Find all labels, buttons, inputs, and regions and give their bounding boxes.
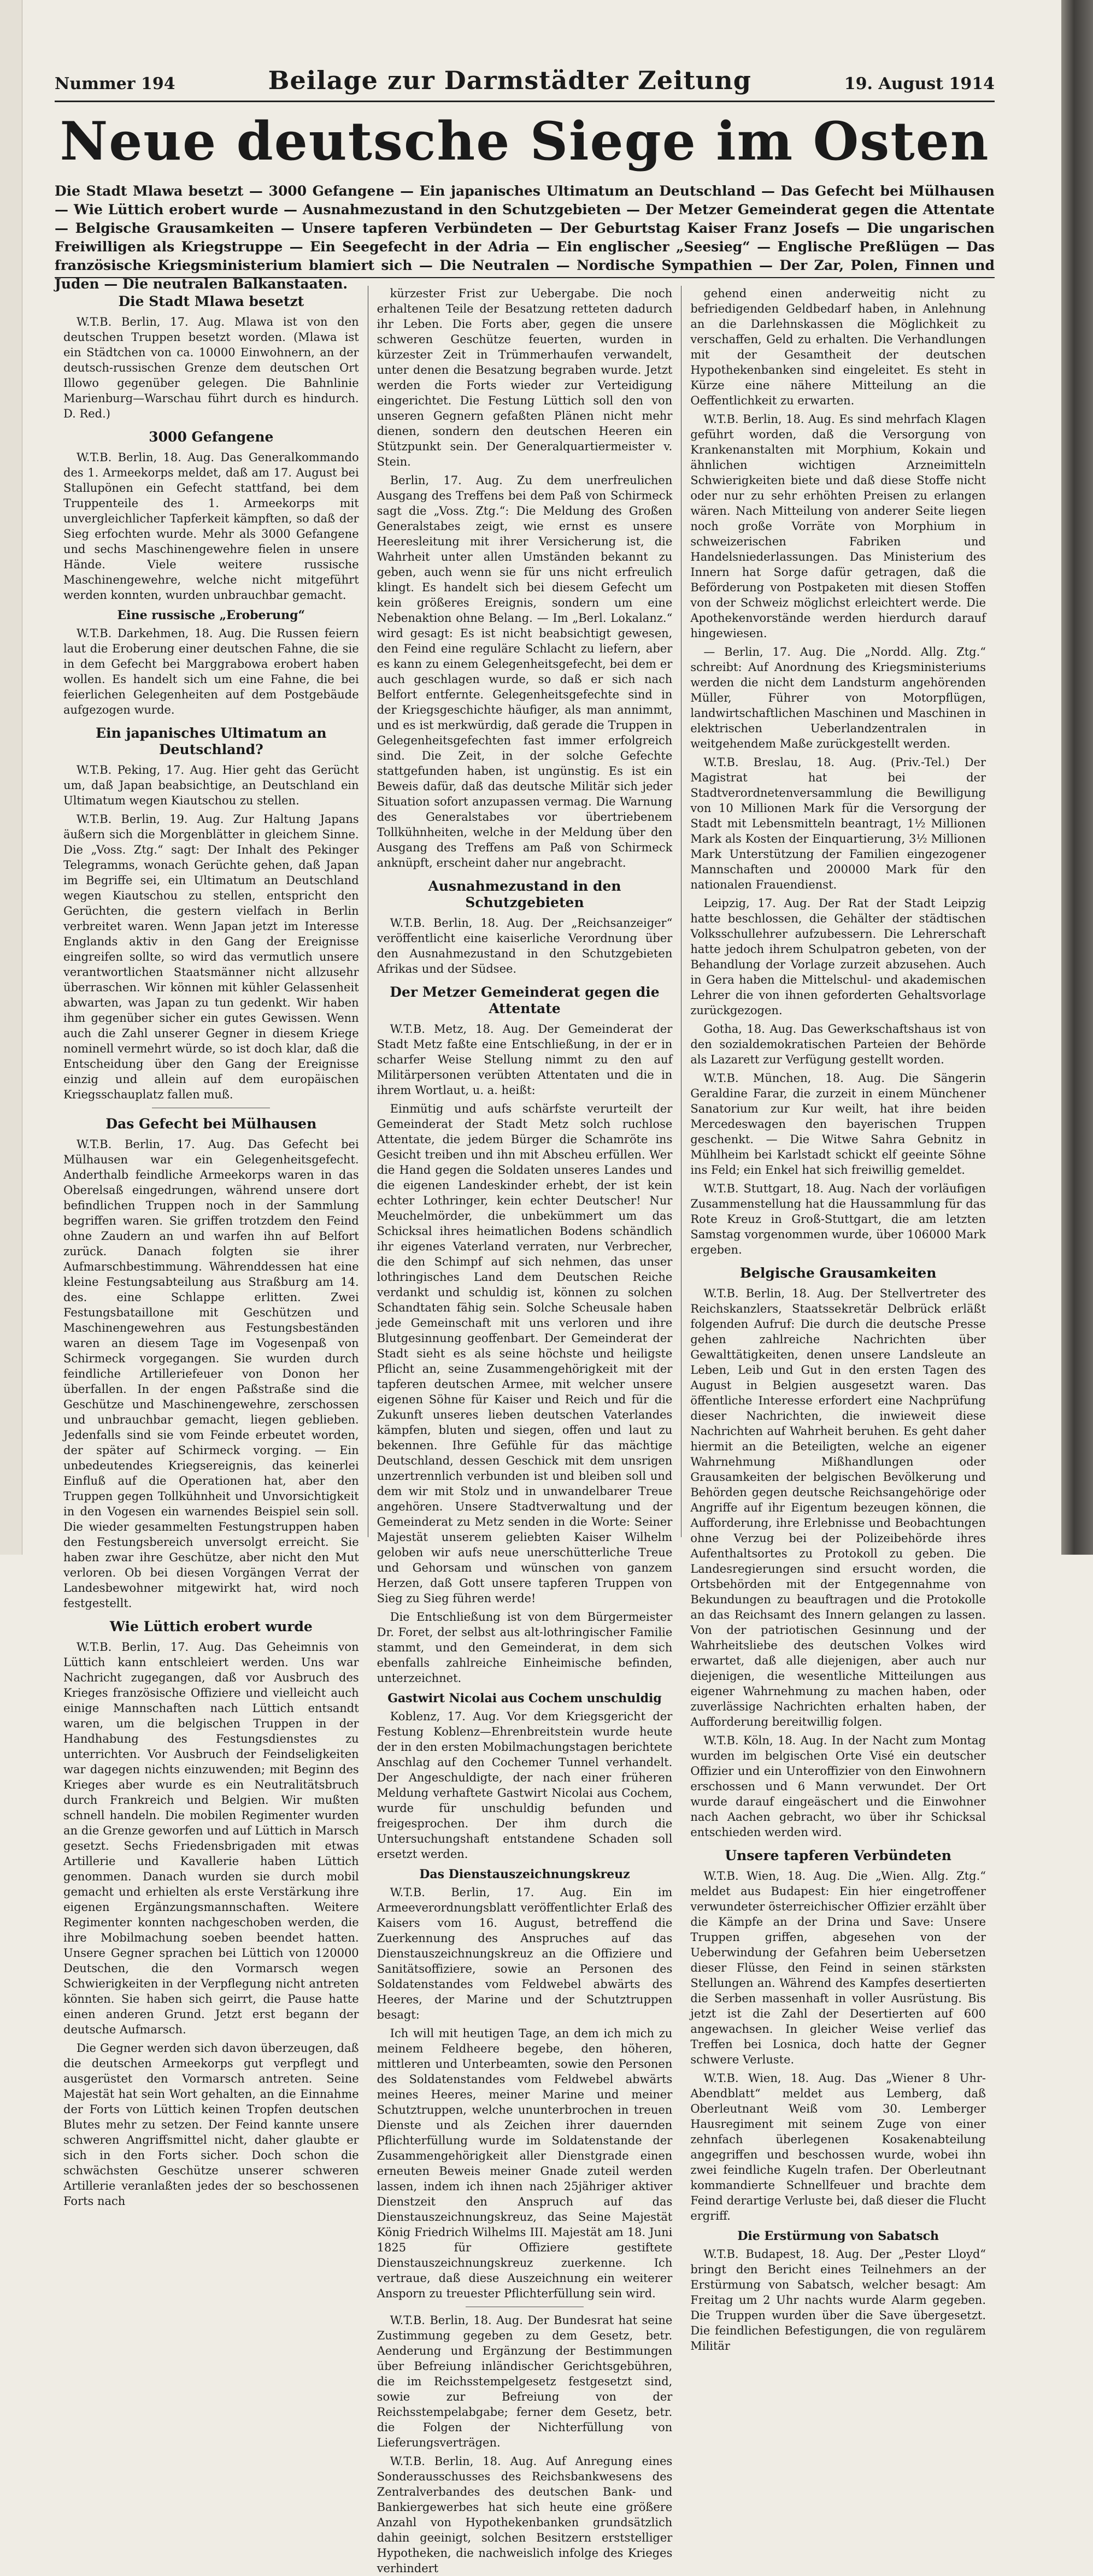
article-text: kürzester Frist zur Uebergabe. Die noch erhaltenen Teile der Besatzung retteten dadurch ihr Leben. Die Forts aber, gegen die unsere schweren Geschütze feuerten, wurden in kürzester Zeit in Trümmerhaufen verwandelt, unter denen die Besatzung begraben wurde. Jetzt werden die Forts wieder zur Verteidigung eingerichtet. Die Festung Lüttich soll den von unseren Gegnern gefaßten Plänen nicht mehr dienen, sondern den deutschen Heeren ein Stützpunkt sein. Der Generalquartiermeister v. Stein. [377, 287, 673, 468]
article-text: W.T.B. München, 18. Aug. Die Sängerin Geraldine Farar, die zurzeit in einem Münchener Sanatorium zur Kur weilt, hat ihre beiden Mercedeswagen den bayerischen Truppen geschenkt. — Die Witwe Sahra Gebnitz in Mühlheim bei Karlstadt schickt elf geeinte Söhne ins Feld; ein Enkel hat sich freiwillig gemeldet. [690, 1072, 986, 1177]
issue-number: Nummer 194 [55, 74, 175, 93]
summary: Die Stadt Mlawa besetzt — 3000 Gefangene — Ein japanisches Ultimatum an Deutschland — Das Gefecht bei Mülhausen — Wie Lüttich erobert wurde — Ausnahmezustand in den Schutzgebieten — Der Metzer Gemeinderat gegen die Attentate — Belgische Grausamkeiten — Unsere tapferen Verbündeten — Der Geburtstag Kaiser Franz Josefs — Die ungarischen Freiwilligen als Kriegstruppe — Ein Seegefecht in der Adria — Ein englischer „Seesieg“ — Englische Preßlügen — Das französische Kriegsministerium blamiert sich — Die Neutralen — Nordische Sympathien — Der Zar, Polen, Finnen und Juden — Die neutralen Balkanstaaten. [55, 183, 995, 292]
article-columns [55, 286, 995, 2575]
article-text: Einmütig und aufs schärfste verurteilt der Gemeinderat der Stadt Metz solch ruchlose Attentate, die jedem Bürger die Schamröte ins Gesicht treiben und ihn mit Abscheu erfüllen. Wer die Hand gegen die Soldaten unseres Landes und die eigenen Landeskinder erhebt, der ist kein echter Lothringer, kein echter Deutscher! Nur Meuchelmörder, die unbekümmert um das Schicksal ihres heimatlichen Bodens schändlich ihr eigenes Vaterland verraten, nur Verbrecher, die den Schimpf auf sich nehmen, das unser lothringisches Land dem Deutschen Reiche verdankt und schuldig ist, können zu solchen Schandtaten fähig sein. Solche Scheusale haben jede Gemeinschaft mit uns verloren und ihre Blutgesinnung geoffenbart. Der Gemeinderat der Stadt sieht es als seine höchste und heiligste Pflicht an, seine Zusammengehörigkeit mit der tapferen deutschen Armee, mit welcher unsere eigenen Söhne für Kaiser und Reich und für die Zukunft unseres lieben deutschen Vaterlandes kämpfen, bluten und siegen, offen und laut zu bekennen. Ihre Gefühle für das mächtige Deutschland, dessen Geschick mit dem unsrigen unzertrennlich verbunden ist und bleiben soll und dem wir mit Stolz und in unwandelbarer Treue angehören. Unsere Stadtverwaltung und der Gemeinderat zu Metz senden in die Worte: Seiner Majestät unserem geliebten Kaiser Wilhelm geloben wir aufs neue unerschütterliche Treue und Gehorsam und wünschen von ganzem Herzen, daß Gott unsere tapferen Truppen von Sieg zu Sieg führen werde! [377, 1102, 673, 1605]
column-1 [55, 286, 368, 2208]
article-text: W.T.B. Berlin, 18. Aug. Der „Reichsanzeiger“ veröffentlicht eine kaiserliche Verordnung über den Ausnahmezustand in den Schutzgebieten Afrikas und der Südsee. [377, 916, 673, 975]
article-text: Koblenz, 17. Aug. Vor dem Kriegsgericht der Festung Koblenz—Ehrenbreitstein wurde heute der in den ersten Mobilmachungstagen berichtete Anschlag auf den Cochemer Tunnel verhandelt. Der Angeschuldigte, der nach einer früheren Meldung verhaftete Gastwirt Nicolai aus Cochem, wurde für unschuldig befunden und freigesprochen. Der ihm durch die Untersuchungshaft entstandene Schaden soll ersetzt werden. [377, 1710, 673, 1861]
article-text: W.T.B. Berlin, 17. Aug. Das Geheimnis von Lüttich kann entschleiert werden. Uns war Nachricht zugegangen, daß vor Ausbruch des Krieges französische Offiziere und vielleicht auch einige Mannschaften nach Lüttich entsandt waren, um die belgischen Truppen in der Handhabung des Festungsdienstes zu unterrichten. Vor Ausbruch der Feindseligkeiten war dagegen nichts einzuwenden; mit Beginn des Krieges aber wurde es ein Neutralitätsbruch durch Frankreich und Belgien. Wir mußten schnell handeln. Die mobilen Regimenter wurden an die Grenze geworfen und auf Lüttich in Marsch gesetzt. Sechs Friedensbrigaden mit etwas Artillerie und Kavallerie haben Lüttich genommen. Danach wurden sie durch mobil gemacht und erhielten als erste Verstärkung ihre eigenen Ergänzungsmannschaften. Weitere Regimenter konnten nachgeschoben werden, die ihre Mobilmachung soeben beendet hatten. Unsere Gegner sprachen bei Lüttich von 120000 Deutschen, die den Vormarsch wegen Schwierigkeiten in der Verpflegung nicht antreten könnten. Sie haben sich geirrt, die Pause hatte einen anderen Grund. Jetzt erst begann der deutsche Aufmarsch. [63, 1640, 359, 2036]
article-text: — Berlin, 17. Aug. Die „Nordd. Allg. Ztg.“ schreibt: Auf Anordnung des Kriegsministeriums werden die nicht dem Landsturm angehörenden Müller, Führer von Motorpflügen, landwirtschaftlichen Maschinen und Maschinen in elektrischen Ueberlandzentralen in weitgehendem Maße zurückgestellt werden. [690, 645, 986, 750]
article-heading: Belgische Grausamkeiten [739, 1265, 937, 1281]
article-heading: Ausnahmezustand in den Schutzgebieten [428, 878, 621, 910]
article-heading: Ein japanisches Ultimatum an Deutschland? [96, 725, 327, 757]
article-text: Gotha, 18. Aug. Das Gewerkschaftshaus ist von den sozialdemokratischen Parteien der Behörde als Lazarett zur Verfügung gestellt worden. [690, 1022, 986, 1066]
article-heading: Wie Lüttich erobert wurde [109, 1619, 313, 1634]
article-heading: 3000 Gefangene [149, 429, 274, 445]
article-heading: Das Dienstauszeichnungskreuz [419, 1867, 630, 1881]
article-text: W.T.B. Wien, 18. Aug. Die „Wien. Allg. Ztg.“ meldet aus Budapest: Ein hier eingetroffener verwundeter österreichischer Offizier erzählt über die Kämpfe an der Drina und Save: Unsere Truppen griffen, abgesehen von der Ueberwindung der Gefahren beim Uebersetzen dieser Flüsse, den Feind in seinen stärksten Stellungen an. Während des Kampfes desertierten die Serben massenhaft in voller Ausrüstung. Bis jetzt ist die Zahl der Desertierten auf 600 angewachsen. In gleicher Weise verlief das Treffen bei Losnica, doch hatte der Gegner schwere Verluste. [690, 1869, 986, 2066]
article-text: W.T.B. Breslau, 18. Aug. (Priv.-Tel.) Der Magistrat hat bei der Stadtverordnetenversammlung die Bewilligung von 10 Millionen Mark für die Versorgung der Stadt mit Lebensmitteln beantragt, 1½ Millionen Mark als Kosten der Einquartierung, 3½ Millionen Mark Unterstützung der Familien eingezogener Mannschaften und 200000 Mark für den nationalen Frauendienst. [690, 756, 986, 891]
article-heading: Eine russische „Eroberung“ [117, 608, 305, 622]
book-spine [1061, 0, 1093, 1555]
article-text: Die Entschließung ist von dem Bürgermeister Dr. Foret, der selbst aus alt-lothringischer Familie stammt, und den Gemeinderat, in dem sich ebenfalls zahlreiche Einheimische befinden, unterzeichnet. [377, 1610, 673, 1685]
issue-date: 19. August 1914 [844, 74, 995, 93]
article-text: gehend einen anderweitig nicht zu befriedigenden Geldbedarf haben, in Anlehnung an die Darlehnskassen die Möglichkeit zu verschaffen, Geld zu erhalten. Die Verhandlungen mit der Gesamtheit der deutschen Hypothekenbanken sind eingeleitet. Es steht in Kürze eine nähere Mitteilung an die Oeffentlichkeit zu erwarten. [690, 287, 986, 407]
article-text: W.T.B. Stuttgart, 18. Aug. Nach der vorläufigen Zusammenstellung hat die Haussammlung für das Rote Kreuz in Groß-Stuttgart, die am letzten Samstag vorgenommen wurde, über 106000 Mark ergeben. [690, 1182, 986, 1256]
masthead [55, 66, 995, 102]
article-text: Leipzig, 17. Aug. Der Rat der Stadt Leipzig hatte beschlossen, die Gehälter der städtischen Volksschullehrer aufzubessern. Die Lehrerschaft hatte jedoch ihrem Schulpatron gebeten, von der Behandlung der Vorlage zurzeit abzusehen. Auch in Gera haben die Mittelschul- und akademischen Lehrer die von ihnen geforderten Gehaltsvorlage zurückgezogen. [690, 897, 986, 1017]
headline: Neue deutsche Siege im Osten [60, 110, 990, 172]
article-text: W.T.B. Berlin, 17. Aug. Mlawa ist von den deutschen Truppen besetzt worden. (Mlawa ist ein Städtchen von ca. 10000 Einwohnern, an der deutsch-russischen Grenze dem deutschen Ort Illowo gegenüber gelegen. Die Bahnlinie Marienburg—Warschau führt durch es hindurch. D. Red.) [63, 315, 359, 420]
article-text: W.T.B. Berlin, 18. Aug. Der Bundesrat hat seine Zustimmung gegeben zu dem Gesetz, betr. Aenderung und Ergänzung der Bestimmungen über Befreiung inländischer Gerichtsgebühren, die im Reichsstempelgesetz festgesetzt sind, sowie zur Befreiung von der Reichsstempelabgabe; ferner dem Gesetz, betr. die Folgen der Nichterfüllung von Lieferungsverträgen. [377, 2314, 673, 2449]
article-heading: Unsere tapferen Verbündeten [725, 1848, 951, 1863]
article-text: W.T.B. Berlin, 18. Aug. Das Generalkommando des 1. Armeekorps meldet, daß am 17. August bei Stallupönen ein Gefecht stattfand, bei dem Truppenteile des 1. Armeekorps mit unvergleichlicher Tapferkeit kämpften, so daß der Sieg erfochten wurde. Mehr als 3000 Gefangene und sechs Maschinengewehre fielen in unsere Hände. Viele weitere russische Maschinengewehre, welche nicht mitgeführt werden konnten, wurden unbrauchbar gemacht. [63, 451, 359, 602]
article-heading: Gastwirt Nicolai aus Cochem unschuldig [387, 1691, 662, 1705]
article-heading: Das Gefecht bei Mülhausen [105, 1116, 317, 1132]
newspaper-page [55, 66, 995, 2575]
article-text: W.T.B. Darkehmen, 18. Aug. Die Russen feiern laut die Eroberung einer deutschen Fahne, die sie in dem Gefecht bei Marggrabowa erobert haben wollen. Es handelt sich um eine Fahne, die bei feierlichen Gelegenheiten auf dem Postgebäude aufgezogen wurde. [63, 627, 359, 716]
adjacent-page-edge [0, 0, 22, 1555]
article-text: W.T.B. Berlin, 19. Aug. Zur Haltung Japans äußern sich die Morgenblätter in gleichem Sinne. Die „Voss. Ztg.“ sagt: Der Inhalt des Pekinger Telegramms, wonach Gerüchte gehen, daß Japan im Begriffe sei, ein Ultimatum an Deutschland wegen Kiautschou zu stellen, entspricht den Gerüchten, die gestern vielfach in Berlin verbreitet waren. Wenn Japan jetzt im Interesse Englands aktiv in den Gang der Ereignisse eingreifen sollte, so wird das vermutlich unsere verantwortlichen Staatsmänner nicht allzusehr überraschen. Wir können mit kühler Gelassenheit abwarten, was Japan zu tun gedenkt. Wir haben ihm gegenüber sicher ein gutes Gewissen. Wenn auch die Zahl unserer Gegner in diesem Kriege nominell vermehrt würde, so ist doch klar, daß die Entscheidung über den Gang der Ereignisse einzig und allein auf dem europäischen Kriegsschauplatz fallen muß. [63, 813, 359, 1101]
article-text: W.T.B. Peking, 17. Aug. Hier geht das Gerücht um, daß Japan beabsichtige, an Deutschland ein Ultimatum wegen Kiautschou zu stellen. [63, 763, 359, 807]
paper-title: Beilage zur Darmstädter Zeitung [268, 66, 751, 95]
article-text: Ich will mit heutigen Tage, an dem ich mich zu meinem Feldheere begebe, den höheren, mittleren und Unterbeamten, sowie den Personen des Soldatenstandes vom Feldwebel abwärts meines Heeres, meiner Marine und meiner Schutztruppen, welche ununterbrochen in treuen Dienste und als Zeichen ihrer dauernden Pflichterfüllung wurde im Soldatenstande der Zusammengehörigkeit aller Dienstgrade einen erneuten Beweis meiner Gnade zuteil werden lassen, indem ich ihnen nach 25jähriger aktiver Dienstzeit den Anspruch auf das Dienstauszeichnungskreuz, das Seine Majestät König Friedrich Wilhelms III. Majestät am 18. Juni 1825 für Offiziere gestiftete Dienstauszeichnungskreuz zuerkenne. Ich vertraue, daß diese Auszeichnung ein weiterer Ansporn zu treuester Pflichterfüllung sein wird. [377, 2027, 673, 2300]
article-text: W.T.B. Berlin, 18. Aug. Auf Anregung eines Sonderausschusses des Reichsbankwesens des Zentralverbandes des deutschen Bank- und Bankiergewerbes hat sich heute eine größere Anzahl von Hypothekenbanken grundsätzlich dahin geeinigt, solchen Besitzern erststelliger Hypotheken, die nachweislich infolge des Krieges verhindert [377, 2455, 673, 2575]
article-text: W.T.B. Berlin, 17. Aug. Das Gefecht bei Mülhausen war ein Gelegenheitsgefecht. Anderthalb feindliche Armeekorps waren in das Oberelsaß eingedrungen, während unsere dort befindlichen Truppen noch in der Sammlung begriffen waren. Sie griffen trotzdem den Feind ohne Zaudern an und warfen ihn auf Belfort zurück. Danach folgten sie ihrer Aufmarschbestimmung. Währenddessen hat eine kleine Festungsabteilung aus Straßburg am 14. des. eine Schlappe erlitten. Zwei Festungsbataillone mit Geschützen und Maschinengewehren aus Festungsbeständen waren an diesem Tage im Vogesenpaß von Schirmeck vorgegangen. Sie wurden durch feindliche Artilleriefeuer von Donon her überfallen. In der engen Paßstraße sind die Geschütze und Maschinengewehre, zerschossen und unbrauchbar gemacht, liegen geblieben. Jedenfalls sind sie vom Feinde erbeutet worden, der später auf Schirmeck vorging. — Ein unbedeutendes Kriegsereignis, das keinerlei Einfluß auf die Operationen hat, aber den Truppen gegen Tollkühnheit und Unvorsichtigkeit in den Vogesen ein warnendes Beispiel sein soll. Die wieder gesammelten Festungstruppen haben den Festungsbereich unversolgt erreicht. Sie haben zwar ihre Geschütze, aber nicht den Mut verloren. Ob bei diesen Vorgängen Verrat der Landesbewohner mitgewirkt hat, wird noch festgestellt. [63, 1138, 359, 1610]
article-text: Die Gegner werden sich davon überzeugen, daß die deutschen Armeekorps gut verpflegt und ausgerüstet den Vormarsch antreten. Seine Majestät hat sein Wort gehalten, an die Einnahme der Forts von Lüttich keinen Tropfen deutschen Blutes mehr zu setzen. Der Feind kannte unsere schweren Angriffsmittel nicht, daher glaubte er sich in den Forts sicher. Doch schon die schwächsten Geschütze unserer schweren Artillerie veranlaßten jedes der so beschossenen Forts nach [63, 2042, 359, 2208]
article-heading: Der Metzer Gemeinderat gegen die Attentate [390, 984, 660, 1016]
article-text: W.T.B. Metz, 18. Aug. Der Gemeinderat der Stadt Metz faßte eine Entschließung, in der er in scharfer Weise Stellung nimmt zu den auf Militärpersonen verübten Attentaten und die in ihrem Wortlaut, u. a. heißt: [377, 1022, 673, 1097]
article-text: W.T.B. Berlin, 17. Aug. Ein im Armeeverordnungsblatt veröffentlichter Erlaß des Kaisers vom 16. August, betreffend die Zuerkennung des Anspruches auf das Dienstauszeichnungskreuz an die Offiziere und Sanitätsoffiziere, sowie an Personen des Soldatenstandes vom Feldwebel abwärts des Heeres, der Marine und der Schutztruppen besagt: [377, 1886, 673, 2021]
article-text: Berlin, 17. Aug. Zu dem unerfreulichen Ausgang des Treffens bei dem Paß von Schirmeck sagt die „Voss. Ztg.“: Die Meldung des Großen Generalstabes zeigt, wie ernst es unsere Heeresleitung mit ihrer Versicherung ist, die Wahrheit unter allen Umständen bekannt zu geben, auch wenn sie für uns nicht erfreulich klingt. Es handelt sich bei diesem Gefecht um kein größeres Ereignis, sondern um eine Nebenaktion ohne Belang. — Im „Berl. Lokalanz.“ wird gesagt: Es ist nicht beabsichtigt gewesen, den Feind eine reguläre Schlacht zu liefern, aber es kann zu einem Gelegenheitsgefecht, bei dem er auch geschlagen wurde, so daß er sich nach Belfort entfernte. Gelegenheitsgefechte sind in der Kriegsgeschichte häufiger, als man annimmt, und es ist merkwürdig, daß gerade die Truppen in Gelegenheitsgefechten fast immer erfolgreich sind. Die Zeit, in der solche Gefechte stattgefunden haben, ist ungünstig. Es ist ein Beweis dafür, daß das deutsche Militär sich jeder Situation sofort anzupassen vermag. Die Warnung des Generalstabes vor übertriebenem Tollkühnheiten, welche in der Meldung über den Ausgang des Treffens am Paß von Schirmeck anknüpft, erscheint daher nur angebracht. [377, 474, 673, 869]
article-heading: Die Erstürmung von Sabatsch [737, 2229, 939, 2243]
column-3 [681, 286, 995, 2352]
article-text: W.T.B. Köln, 18. Aug. In der Nacht zum Montag wurden im belgischen Orte Visé ein deutscher Offizier und ein Unteroffizier von den Einwohnern erschossen und 6 Mann verwundet. Der Ort wurde darauf eingeäschert und die Einwohner nach Aachen gebracht, wo über ihr Schicksal entschieden werden wird. [690, 1734, 986, 1839]
article-text: W.T.B. Berlin, 18. Aug. Der Stellvertreter des Reichskanzlers, Staatssekretär Delbrück erläßt folgenden Aufruf: Die durch die deutsche Presse gehen zahlreiche Nachrichten über Gewalttätigkeiten, denen unsere Landsleute an Leben, Leib und Gut in den ersten Tagen des August in Belgien ausgesetzt waren. Das öffentliche Interesse erfordert eine Nachprüfung dieser Nachrichten, die inwieweit diese Nachrichten auf Wahrheit beruhen. Es geht daher hiermit an die Beteiligten, welche an eigener Wahrnehmung Mißhandlungen oder Grausamkeiten der belgischen Bevölkerung und Behörden gegen deutsche Reichsangehörige oder Angriffe auf ihr Eigentum bezeugen können, die Aufforderung, ihre Erlebnisse und Beobachtungen ohne Verzug bei der Polizeibehörde ihres Aufenthaltsortes zu Protokoll zu geben. Die Landesregierungen sind ersucht worden, die Ortsbehörden mit der Entgegennahme von Bekundungen zu beauftragen und die Protokolle an das Reichsamt des Innern gelangen zu lassen. Von der patriotischen Gesinnung und der Wahrheitsliebe des deutschen Volkes wird erwartet, daß alle diejenigen, aber auch nur diejenigen, die wesentliche Mitteilungen aus eigener Wahrnehmung zu machen haben, oder zuverlässige Nachrichten erhalten haben, der Aufforderung bereitwillig folgen. [690, 1287, 986, 1728]
column-2 [368, 286, 681, 2575]
article-text: W.T.B. Budapest, 18. Aug. Der „Pester Lloyd“ bringt den Bericht eines Teilnehmers an der Erstürmung von Sabatsch, welcher besagt: Am Freitag um 2 Uhr nachts wurde Alarm gegeben. Die Truppen wurden über die Save übergesetzt. Die feindlichen Befestigungen, die von regulärem Militär [690, 2248, 986, 2352]
article-text: W.T.B. Wien, 18. Aug. Das „Wiener 8 Uhr-Abendblatt“ meldet aus Lemberg, daß Oberleutnant Weiß vom 30. Lemberger Hausregiment mit seinem Zuge von einer zehnfach überlegenen Kosakenabteilung angegriffen und beschossen wurde, wobei ihn zwei feindliche Kugeln trafen. Der Oberleutnant kommandierte Schnellfeuer und brachte dem Feind derartige Verluste bei, daß dieser die Flucht ergriff. [690, 2072, 986, 2222]
article-text: W.T.B. Berlin, 18. Aug. Es sind mehrfach Klagen geführt worden, daß die Versorgung von Krankenanstalten mit Morphium, Kokain und ähnlichen wichtigen Arzneimitteln Schwierigkeiten biete und daß diese Stoffe nicht oder nur zu sehr erhöhten Preisen zu erlangen wären. Nach Mitteilung von anderer Seite liegen noch große Vorräte von Morphium in schweizerischen Fabriken und Handelsniederlassungen. Das Ministerium des Innern hat Sorge dafür getragen, daß die Beförderung von Postpaketen mit diesen Stoffen von der Schweiz möglichst erleichtert werde. Die Apothekenvorstände werden hierdurch darauf hingewiesen. [690, 413, 986, 640]
article-heading: Die Stadt Mlawa besetzt [118, 293, 304, 309]
